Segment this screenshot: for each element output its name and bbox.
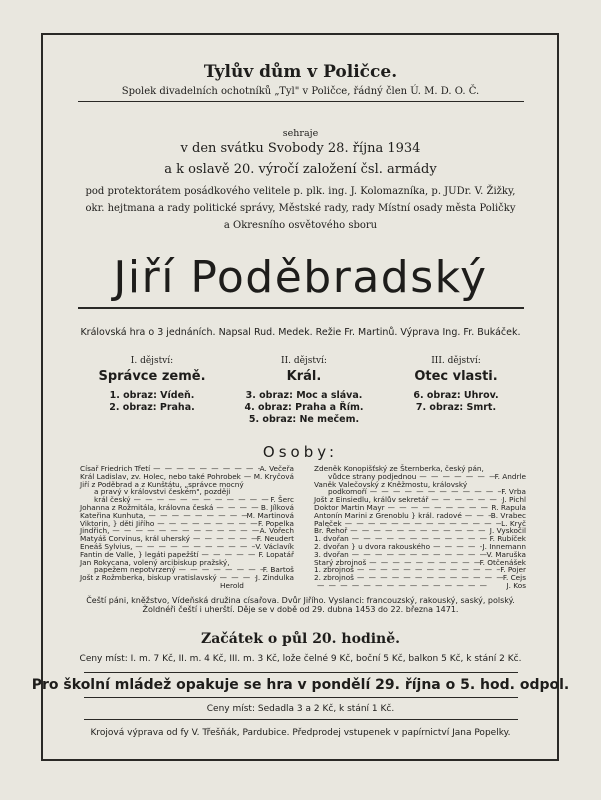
scene: 7. obraz: Smrt. <box>415 402 497 413</box>
society-line: Spolek divadelních ochotníků „Tyl" v Poličce, řádný člen Ú. M. D. O. Č. <box>121 86 480 97</box>
act-1 <box>72 356 232 414</box>
school-prices: Ceny míst: Sedadla 3 a 2 Kč, k stání 1 Kč. <box>206 704 395 714</box>
cast-row <box>314 582 526 590</box>
role-name: Jan Rokycana, volený arcibiskup pražský, <box>80 557 230 567</box>
act-scenes <box>224 390 384 426</box>
actor-name: F. Otčenášek <box>479 557 526 567</box>
role-name: Starý zbrojnoš <box>314 557 367 567</box>
act-label: I. dějství: <box>130 356 174 366</box>
costume-credit: Krojová výprava od fy V. Třešňák, Pardubice. Předprodej vstupenek v papírnictví Jana Popelky. <box>90 728 511 738</box>
act-name: Otec vlasti. <box>414 369 498 384</box>
role-name: podkomoří <box>328 487 367 497</box>
role-name: Jiří z Poděbrad a z Kunštátu, „správce mocný <box>80 479 244 489</box>
cast-list-right <box>314 465 526 590</box>
cast-list-left <box>80 465 294 590</box>
role-name: 1. zbrojnoš <box>314 565 354 575</box>
venue-title: Tylův dům v Poličce. <box>203 62 398 82</box>
actor-name: J. Zindulka <box>255 573 294 583</box>
role-name: Matyáš Corvinus, král uherský <box>80 534 191 544</box>
school-performance: Pro školní mládež opakuje se hra v pondělí 29. října o 5. hod. odpol. <box>31 677 570 693</box>
role-name: Herold <box>220 580 244 590</box>
cast-row <box>80 574 294 582</box>
role-name: Doktor Martin Mayr <box>314 502 385 512</box>
actor-name: F. Vrba <box>501 487 526 497</box>
actor-name: L. Kryč <box>501 518 526 528</box>
actor-name: F. Popelka <box>258 518 294 528</box>
role-name: Antonín Marini z Grenoblu } král. radové <box>314 510 462 520</box>
actor-name: J. Pichl <box>502 495 526 505</box>
scene: 4. obraz: Praha a Řím. <box>244 402 364 413</box>
role-name: Paleček <box>314 518 342 528</box>
role-name: vůdce strany podjednou <box>328 471 417 481</box>
actor-name: F. Rubíček <box>489 534 526 544</box>
leader-dashes <box>430 543 482 551</box>
actor-name: F. Andrle <box>494 471 526 481</box>
patronage-line: a Okresního osvětového sboru <box>223 220 378 231</box>
leader-dashes <box>314 582 507 590</box>
divider <box>78 101 524 102</box>
leader-dashes <box>342 520 501 528</box>
cast-row <box>314 574 526 582</box>
role-name: Král Ladislav, zv. Holec, nebo také Pohrobek <box>80 471 241 481</box>
leader-dashes <box>349 551 487 559</box>
actor-name: B. Jílková <box>260 502 294 512</box>
act-label: III. dějství: <box>431 356 481 366</box>
actor-name: V. Václavík <box>255 541 294 551</box>
cast-note: Čeští páni, kněžstvo, Vídeňská družina císařova. Dvůr Jiřího. Vyslanci: francouzský, rakouský, saský, polský. <box>86 596 515 605</box>
play-credits: Královská hra o 3 jednáních. Napsal Rud. Medek. Režie Fr. Martinů. Výprava Ing. Fr. Bukáček. <box>80 327 521 338</box>
role-name: Eneáš Sylvius, <box>80 541 133 551</box>
scene: 1. obraz: Vídeň. <box>109 390 195 401</box>
cast-heading: Osoby: <box>262 443 339 461</box>
leader-dashes <box>462 512 491 520</box>
play-title: Jiří Poděbradský <box>113 252 488 303</box>
act-scenes <box>376 390 536 414</box>
actor-name: J. Innemann <box>482 541 526 551</box>
role-name: král český <box>94 495 131 505</box>
role-name: Jindřich, <box>80 526 110 536</box>
occasion-line: a k oslavě 20. výročí založení čsl. armády <box>164 162 437 177</box>
actor-name: F. Pojer <box>500 565 526 575</box>
role-name: Jošt z Einsiedlu, králův sekretář <box>314 495 429 505</box>
leader-dashes <box>146 512 247 520</box>
cast-row <box>80 582 294 590</box>
scene: 3. obraz: Moc a sláva. <box>245 390 363 401</box>
role-name: Br. Řehoř <box>314 526 348 536</box>
leader-dashes <box>347 527 490 535</box>
role-name: 1. dvořan <box>314 534 349 544</box>
actor-name: F. Bartoš <box>262 565 294 575</box>
actor-name: F. Cejs <box>502 573 526 583</box>
divider <box>78 307 524 309</box>
role-name: 2. dvořan } u dvora rakouského <box>314 541 431 551</box>
divider <box>84 697 518 698</box>
actor-name: M. Kryčová <box>253 471 294 481</box>
scene: 2. obraz: Praha. <box>109 402 195 413</box>
presents-line: sehraje <box>282 128 319 139</box>
cast-row <box>314 512 526 520</box>
role-name: Kateřina Kunhuta, <box>80 510 146 520</box>
role-name: Fantin de Valle, } legáti papežští <box>80 549 199 559</box>
leader-dashes <box>154 520 258 528</box>
role-name: Johanna z Rožmitála, královna česká <box>80 502 214 512</box>
scene: 5. obraz: Ne mečem. <box>248 414 360 425</box>
start-time: Začátek o půl 20. hodině. <box>200 631 401 647</box>
role-name: Jošt z Rožmberka, biskup vratislavský <box>80 573 217 583</box>
act-label: II. dějství: <box>281 356 327 366</box>
actor-name: F. Lopatář <box>258 549 294 559</box>
actor-name: F. Šerc <box>270 495 294 505</box>
actor-name: B. Vrabec <box>490 510 526 520</box>
leader-dashes <box>190 535 257 543</box>
role-name: Císař Friedrich Třetí <box>80 464 151 473</box>
divider <box>84 672 518 673</box>
act-name: Král. <box>286 369 322 384</box>
leader-dashes <box>366 559 479 567</box>
act-scenes <box>72 390 232 414</box>
act-2 <box>224 356 384 426</box>
scene: 6. obraz: Uhrov. <box>413 390 499 401</box>
actor-name: A. Večeřa <box>259 464 294 473</box>
date-line: v den svátku Svobody 28. října 1934 <box>180 141 421 156</box>
role-name: 2. zbrojnoš <box>314 573 354 583</box>
role-name: Viktorin, } děti Jiřího <box>80 518 155 528</box>
role-name: Vaněk Valečovský z Kněžmostu, královský <box>314 479 468 489</box>
actor-name: A. Vořech <box>259 526 294 536</box>
role-name: a pravý v královstvi českém", později <box>94 487 231 497</box>
ticket-prices: Ceny míst: I. m. 7 Kč, II. m. 4 Kč, III. m. 3 Kč, lože čelné 9 Kč, boční 5 Kč, balkon 5 Kč, k stání 2 Kč. <box>79 654 522 664</box>
divider <box>84 719 518 720</box>
actor-name: R. Rapula <box>491 502 526 512</box>
act-name: Správce země. <box>98 369 206 384</box>
role-name: 3. dvořan <box>314 549 349 559</box>
cast-note: Žoldnéři čeští i uherští. Děje se v době od 29. dubna 1453 do 22. března 1471. <box>142 605 459 614</box>
actor-name: F. Neudert <box>256 534 294 544</box>
act-3 <box>376 356 536 414</box>
role-name: Zdeněk Konopišťský ze Šternberka, český pán, <box>314 464 484 473</box>
actor-name: J. Vyskočil <box>489 526 526 536</box>
leader-dashes <box>354 566 500 574</box>
patronage-line: okr. hejtmana a rady politické správy, Městské rady, rady Místní osady města Poličky <box>85 203 516 214</box>
role-name: papežem nepotvrzený <box>94 565 176 575</box>
patronage-line: pod protektorátem posádkového velitele p. plk. ing. J. Kolomazníka, p. JUDr. V. Žižky, <box>85 186 516 197</box>
leader-dashes <box>354 574 503 582</box>
actor-name: M. Martinová <box>246 510 294 520</box>
actor-name: V. Maruška <box>486 549 526 559</box>
actor-name: J. Kos <box>506 580 526 590</box>
